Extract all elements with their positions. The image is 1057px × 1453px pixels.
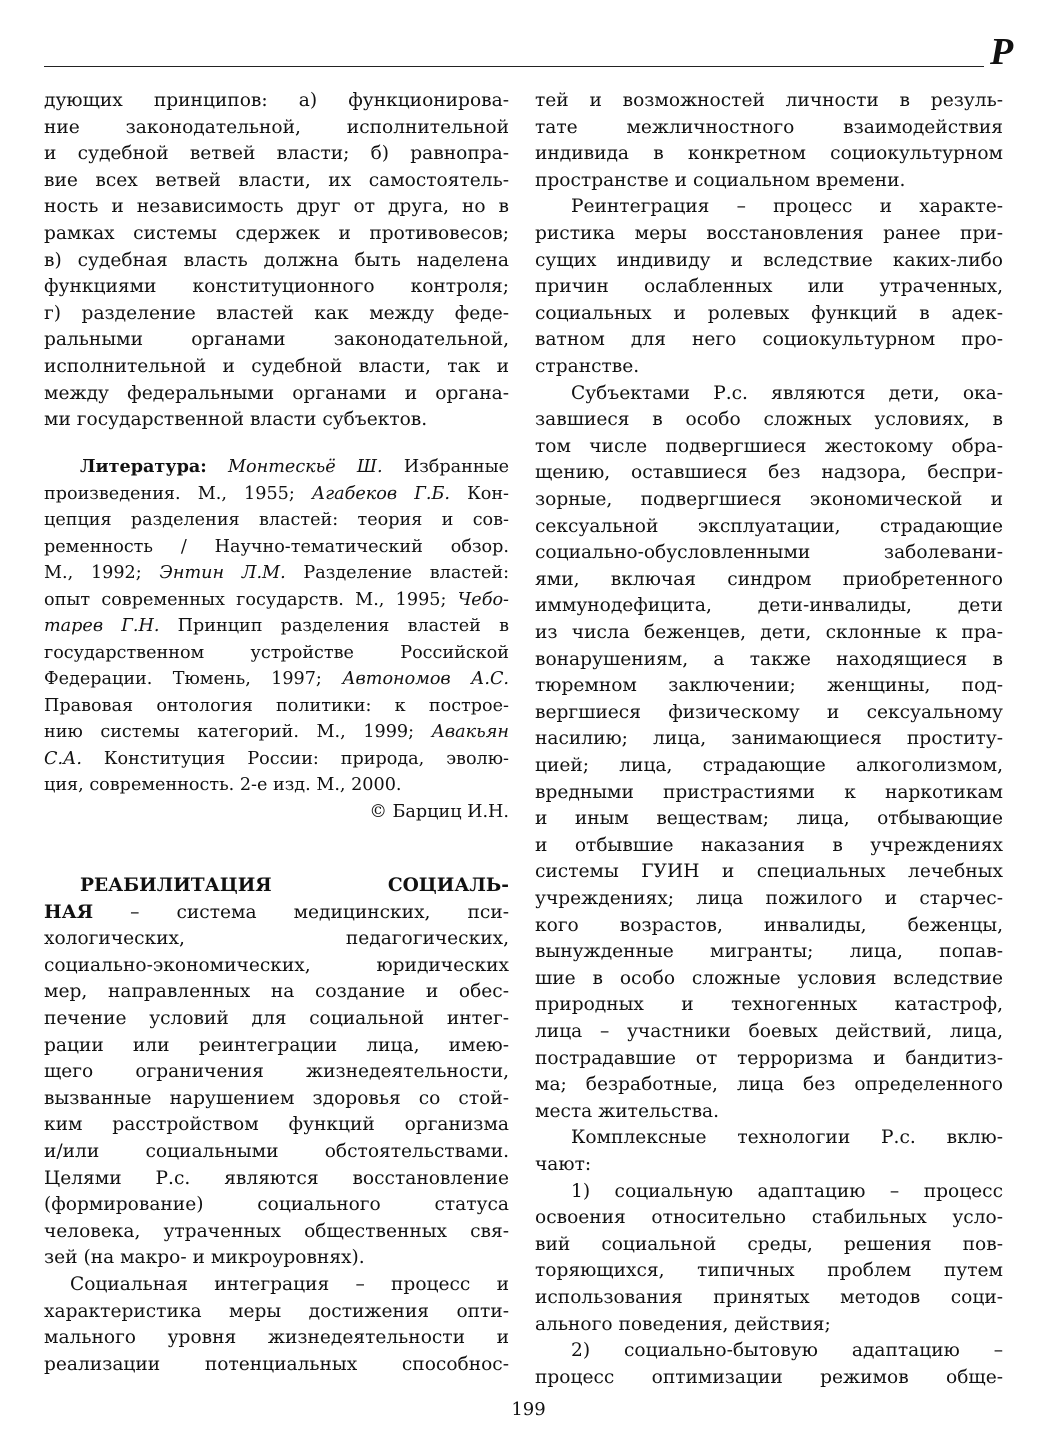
text-line: причин ослабленных или утраченных, <box>535 276 1003 298</box>
text-line: освоения относительно стабильных усло- <box>535 1207 1003 1229</box>
literature-text: Избранные <box>382 457 510 477</box>
text-line: цией; лица, страдающие алкоголизмом, <box>535 755 1003 776</box>
literature-label: Литература: <box>80 456 207 477</box>
text-line: ральными органами законодательной, <box>44 329 509 351</box>
text-line: мального уровня жизнедеятельности и <box>44 1327 509 1349</box>
text-line: Социальная интеграция – процесс и <box>70 1274 509 1295</box>
section-letter: Р <box>990 31 1014 73</box>
text-line: учреждениях; лица пожилого и старчес- <box>535 888 1003 909</box>
text-line: мер, направленных на создание и обес- <box>44 981 509 1003</box>
text-line: щению, оставшиеся без надзора, беспри- <box>535 462 1003 484</box>
text-line: зорные, подвергшиеся экономической и <box>535 489 1003 510</box>
text-line: вредными пристрастиями к наркотикам <box>535 781 1003 803</box>
text-line: Целями Р.с. являются восстановление <box>44 1167 509 1189</box>
text-line: и/или социальными обстоятельствами. <box>44 1141 509 1162</box>
text-line: щего ограничения жизнедеятельности, <box>44 1061 509 1083</box>
text-line: природных и техногенных катастроф, <box>535 994 1003 1016</box>
text-line: индивида в конкретном социокультурном <box>535 143 1003 165</box>
text-line: социальных и ролевых функций в адек- <box>535 302 1003 324</box>
page-number: 199 <box>511 1399 546 1420</box>
text-line <box>44 481 509 508</box>
literature-text: М., 1992; <box>44 563 160 583</box>
text-line: вий социальной среды, решения пов- <box>535 1233 1003 1255</box>
text-line: между федеральными органами и органа- <box>44 382 509 404</box>
literature-text: нию системы категорий. М., 1999; <box>44 722 432 742</box>
text-line: процесс оптимизации режимов обще- <box>535 1366 1003 1388</box>
text-line <box>44 666 509 693</box>
entry-title: НАЯ <box>44 901 94 923</box>
text-line: системы ГУИН и специальных лечебных <box>535 861 1003 883</box>
entry-title-line <box>44 873 509 900</box>
text-line: вергшиеся физическому и сексуальному <box>535 701 1003 723</box>
text-line: функциями конституционного контроля; <box>44 276 509 298</box>
text-line: пострадавшие от терроризма и бандитиз- <box>535 1047 1003 1069</box>
text-line: вынужденные мигранты; лица, попав- <box>535 941 1003 963</box>
literature-text: Кон- <box>449 483 509 504</box>
text-line: ность и независимость друг от друга, но в <box>44 196 509 218</box>
text-line: рации или реинтеграции лица, имею- <box>44 1034 509 1056</box>
literature-text: Конституция России: природа, эволю- <box>81 748 509 769</box>
literature-text: опыт современных государств. М., 1995; <box>44 589 458 610</box>
text-line: вызванные нарушением здоровья со стой- <box>44 1087 509 1109</box>
text-line: ременность / Научно-тематический обзор. <box>44 536 509 557</box>
text-line <box>44 454 509 481</box>
text-line: тате межличностного взаимодействия <box>535 116 1003 138</box>
text-line: печение условий для социальной интег- <box>44 1008 509 1029</box>
text-line: ция, современность. 2-е изд. М., 2000. <box>44 775 402 795</box>
literature-text: Принцип разделения властей в <box>159 616 509 636</box>
text-line <box>44 719 509 746</box>
author: С.А. <box>44 748 82 769</box>
literature-text: Разделение властей: <box>285 563 509 583</box>
text-line: и судебной ветвей власти; б) равнопра- <box>44 143 509 165</box>
text-line: лица – участники боевых действий, лица, <box>535 1021 1003 1042</box>
text-line: ким расстройством функций организма <box>44 1114 509 1136</box>
text-line: в) судебная власть должна быть наделена <box>44 249 509 271</box>
text-line: торяющихся, типичных проблем путем <box>535 1260 1003 1282</box>
text-line: места жительства. <box>535 1100 720 1122</box>
text-line: ма; безработные, лица без определенного <box>535 1074 1003 1096</box>
text-line: цепция разделения властей: теория и сов- <box>44 510 509 530</box>
header-rule <box>44 66 984 67</box>
text-line: и иным веществам; лица, отбывающие <box>535 808 1003 830</box>
text-line: ями, включая синдром приобретенного <box>535 568 1003 590</box>
text-line: и отбывшие наказания в учреждениях <box>535 834 1003 856</box>
text-line: ние законодательной, исполнительной <box>44 116 509 138</box>
entry-title: РЕАБИЛИТАЦИЯ <box>80 875 272 896</box>
text-line <box>44 587 509 614</box>
text-line: тей и возможностей личности в резуль- <box>535 90 1003 111</box>
text-line: ми государственной власти субъектов. <box>44 409 428 431</box>
text-line: насилию; лица, занимающиеся проститу- <box>535 728 1003 750</box>
entry-text: – система медицинских, пси- <box>93 901 509 923</box>
text-line: рамках системы сдержек и противовесов; <box>44 223 509 244</box>
text-line: том числе подвергшиеся жестокому обра- <box>535 435 1003 457</box>
author: Автономов А.С. <box>342 669 509 689</box>
text-line: пространстве и социальном времени. <box>535 169 906 191</box>
text-line: сексуальной эксплуатации, страдающие <box>535 515 1003 537</box>
text-line: тюремном заключении; женщины, под- <box>535 675 1003 697</box>
text-line: человека, утраченных общественных свя- <box>44 1220 509 1242</box>
text-line: ватном для него социокультурном про- <box>535 329 1003 351</box>
text-line <box>44 746 509 773</box>
text-line: г) разделение властей как между феде- <box>44 302 509 324</box>
author: Агабеков Г.Б. <box>311 483 450 504</box>
text-line: Субъектами Р.с. являются дети, ока- <box>571 382 1003 404</box>
text-line: вонарушениям, а также находящиеся в <box>535 648 1003 670</box>
text-line: чают: <box>535 1154 592 1175</box>
author: Энтин Л.М. <box>159 563 286 583</box>
text-line: 1) социальную адаптацию – процесс <box>571 1180 1003 1202</box>
text-line: (формирование) социального статуса <box>44 1194 509 1216</box>
text-line: из числа беженцев, дети, склонные к пра- <box>535 622 1003 643</box>
text-line: иммунодефицита, дети-инвалиды, дети <box>535 595 1003 617</box>
text-line: 2) социально-бытовую адаптацию – <box>571 1340 1003 1362</box>
literature-text: Федерации. Тюмень, 1997; <box>44 669 343 689</box>
text-line: социально-экономических, юридических <box>44 954 509 976</box>
text-line: ристика меры восстановления ранее при- <box>535 223 1003 244</box>
entry-title: СОЦИАЛЬ- <box>387 875 509 896</box>
text-line: завшиеся в особо сложных условиях, в <box>535 409 1003 431</box>
copyright: © Барциц И.Н. <box>369 801 509 822</box>
text-line <box>44 900 509 927</box>
text-line: социально-обусловленными заболевани- <box>535 542 1003 564</box>
text-line: исполнительной и судебной власти, так и <box>44 356 509 377</box>
text-line: хологических, педагогических, <box>44 928 509 950</box>
text-line: использования принятых методов соци- <box>535 1287 1003 1308</box>
text-line: вие всех ветвей власти, их самостоятель- <box>44 169 509 191</box>
author: Монтескьё Ш. <box>228 457 383 477</box>
text-line: государственном устройстве Российской <box>44 642 509 663</box>
text-line: кого возрастов, инвалиды, беженцы, <box>535 914 1003 936</box>
text-line: реализации потенциальных способнос- <box>44 1353 509 1375</box>
text-line: шие в особо сложные условия вследствие <box>535 967 1003 989</box>
text-line: Комплексные технологии Р.с. вклю- <box>571 1127 1003 1149</box>
text-line: сущих индивиду и вследствие каких-либо <box>535 249 1003 271</box>
author: Чебо- <box>457 589 509 610</box>
author: Авакьян <box>431 722 509 742</box>
text-line: Реинтеграция – процесс и характе- <box>571 196 1003 218</box>
text-line: зей (на макро- и микроуровнях). <box>44 1247 365 1269</box>
text-line: Правовая онтология политики: к построе- <box>44 695 509 716</box>
text-line: дующих принципов: а) функционирова- <box>44 90 509 111</box>
text-line <box>44 613 509 640</box>
text-line: характеристика меры достижения опти- <box>44 1300 509 1322</box>
text-line: ального поведения, действия; <box>535 1313 831 1335</box>
author: тарев Г.Н. <box>44 616 160 636</box>
text-line <box>44 560 509 587</box>
literature-text: произведения. М., 1955; <box>44 483 312 504</box>
text-line: странстве. <box>535 356 640 377</box>
